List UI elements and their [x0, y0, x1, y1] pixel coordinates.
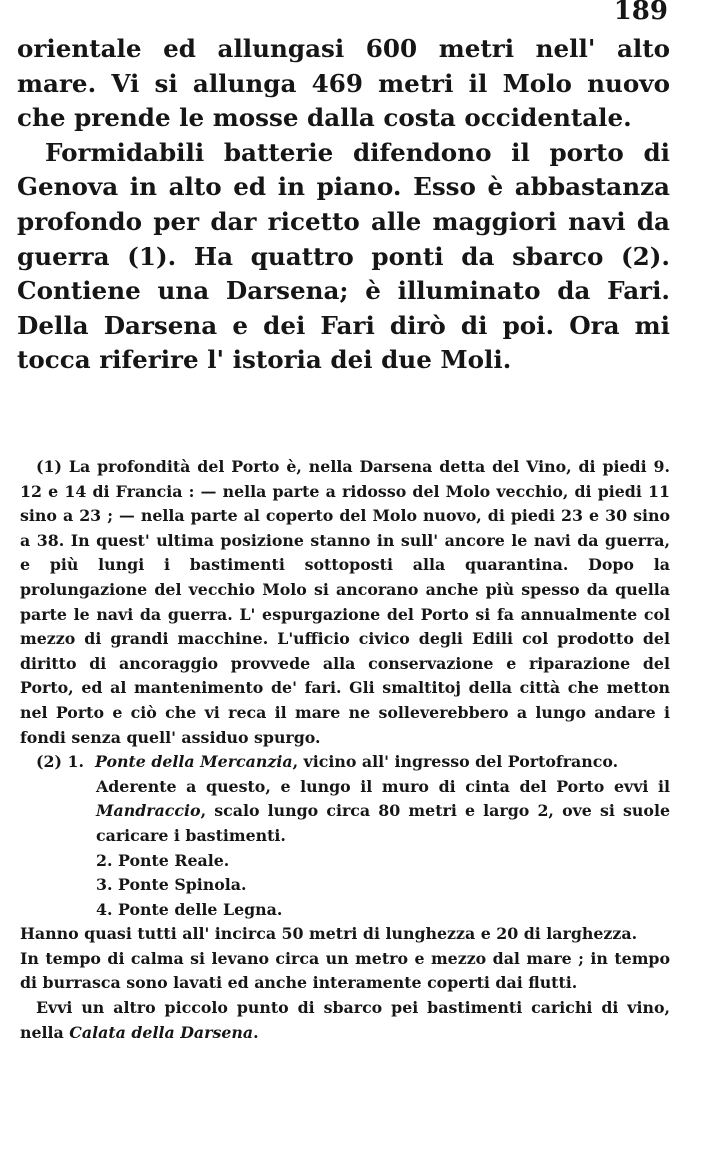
footnote-2-other-landing — [20, 996, 670, 1045]
item-1-continuation — [20, 775, 670, 849]
item-4-text: Ponte delle Legna. — [118, 899, 283, 919]
item-2-text: Ponte Reale. — [118, 850, 230, 870]
footnotes — [20, 455, 670, 1045]
footnote-2-dimensions: Hanno quasi tutti all' incirca 50 metri di lunghezza e 20 di larghezza. — [20, 924, 638, 944]
paragraph-1: orientale ed allungasi 600 metri nell' alto mare. Vi si allunga 469 metri il Molo nuovo che prende le mosse dalla costa occidentale. — [17, 34, 670, 133]
other-landing-text: Evvi un altro piccolo punto di sbarco pei bastimenti carichi di vino, nella — [20, 998, 670, 1042]
footnote-2-item-1 — [20, 750, 670, 775]
main-text — [17, 32, 670, 378]
footnote-2-weather: In tempo di calma si levano circa un metro e mezzo dal mare ; in tempo di burrasca sono lavati ed anche interamente coperti dai flutti. — [20, 948, 670, 993]
footnote-2-item-4 — [20, 898, 670, 923]
footnote-2 — [20, 750, 670, 1045]
item-1-name: Ponte della Mercanzia — [95, 752, 293, 772]
other-landing-end: . — [253, 1022, 259, 1042]
item-1-number: 1. — [67, 752, 84, 772]
footnote-2-item-3 — [20, 873, 670, 898]
footnote-1: (1) La profondità del Porto è, nella Darsena detta del Vino, di piedi 9. 12 e 14 di Francia : — nella parte a ridosso del Molo vecchio, di piedi 11 sino a 23 ; — nella parte al coperto del Molo nuovo, di piedi 23 e 30 sino a 38. In quest' ultima posizione stanno in sull' ancore le navi da guerra, e più lungi i bastimenti sottoposti alla quarantina. Dopo la prolungazione del vecchio Molo si ancorano anche più spesso da quella parte le navi da guerra. L' espurgazione del Porto si fa annualmente col mezzo di grandi macchine. L'ufficio civico degli Edili col prodotto del diritto di ancoraggio provvede alla conservazione e riparazione del Porto, ed al mantenimento de' fari. Gli smaltitoj della città che metton nel Porto e ciò che vi reca il mare ne solleverebbero a lungo andare i fondi senza quell' assiduo spurgo. — [20, 457, 670, 747]
item-3-text: Ponte Spinola. — [118, 875, 247, 895]
footnote-2-item-2 — [20, 849, 670, 874]
mandraccio-name: Mandraccio — [96, 801, 201, 821]
item-1-text: , vicino all' ingresso del Portofranco. — [292, 752, 619, 772]
footnote-2-marker: (2) — [36, 752, 62, 772]
page-number: 189 — [613, 0, 668, 26]
calata-name: Calata della Darsena — [69, 1022, 254, 1042]
item-4-number: 4. — [96, 899, 113, 919]
item-1-cont-b: , scalo lungo circa 80 metri e largo 2, ove si suole caricare i bastimenti. — [96, 801, 670, 845]
item-2-number: 2. — [96, 850, 113, 870]
item-1-cont-a: Aderente a questo, e lungo il muro di cinta del Porto evvi il — [96, 776, 670, 796]
paragraph-2: Formidabili batterie difendono il porto di Genova in alto ed in piano. Esso è abbastanza profondo per dar ricetto alle maggiori navi da guerra (1). Ha quattro ponti da sbarco (2). Contiene una Darsena; è illuminato da Fari. Della Darsena e dei Fari dirò di poi. Ora mi tocca riferire l' istoria dei due Moli. — [17, 137, 670, 375]
item-3-number: 3. — [96, 875, 113, 895]
